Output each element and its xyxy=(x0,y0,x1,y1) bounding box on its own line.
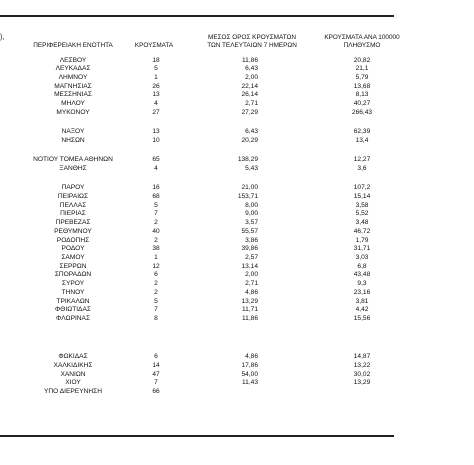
header-avg-line2: ΤΩΝ ΤΕΛΕΥΤΑΙΩΝ 7 ΗΜΕΡΩΝ xyxy=(207,42,297,49)
average-cell: 27,29 xyxy=(241,109,258,116)
region-cell: ΝΟΤΙΟΥ ΤΟΜΕΑ ΑΘΗΝΩΝ xyxy=(33,156,113,163)
cases-cell: 68 xyxy=(152,193,160,200)
region-cell: ΛΕΣΒΟΥ xyxy=(59,57,87,64)
cases-cell: 18 xyxy=(152,57,160,64)
per-100k-cell: 3,58 xyxy=(355,202,369,209)
per-100k-cell: 62,39 xyxy=(353,128,371,135)
region-cell: ΦΘΙΩΤΙΔΑΣ xyxy=(55,306,91,313)
average-cell: 11,86 xyxy=(241,57,258,64)
cases-cell: 10 xyxy=(152,137,160,144)
per-100k-cell: 21,1 xyxy=(355,65,369,72)
average-cell: 4,86 xyxy=(245,353,258,360)
table-row xyxy=(0,378,474,387)
cases-cell: 4 xyxy=(154,100,158,107)
cases-cell: 65 xyxy=(152,156,160,163)
average-cell: 8,00 xyxy=(245,202,258,209)
average-cell: 39,86 xyxy=(241,245,258,252)
header-cases: ΚΡΟΥΣΜΑΤΑ xyxy=(134,42,174,49)
region-cell: ΜΗΛΟΥ xyxy=(61,100,85,107)
per-100k-cell: 6,8 xyxy=(357,263,367,270)
table-row xyxy=(0,244,474,253)
region-cell: ΜΕΣΣΗΝΙΑΣ xyxy=(54,91,92,98)
average-cell: 55,57 xyxy=(241,228,258,235)
header-cases-per-100k xyxy=(322,34,402,50)
region-cell: ΛΗΜΝΟΥ xyxy=(58,74,88,81)
per-100k-cell: 15,56 xyxy=(353,315,371,322)
region-cell: ΣΑΜΟΥ xyxy=(61,254,85,261)
cases-cell: 5 xyxy=(154,202,158,209)
per-100k-cell: 20,82 xyxy=(353,57,371,64)
region-cell: ΞΑΝΘΗΣ xyxy=(59,165,87,172)
cases-cell: 7 xyxy=(154,210,158,217)
region-cell: ΠΕΙΡΑΙΩΣ xyxy=(57,193,89,200)
cases-cell: 7 xyxy=(154,306,158,313)
table-row xyxy=(0,127,474,136)
per-100k-cell: 3,81 xyxy=(355,298,369,305)
region-cell: ΥΠΟ ΔΙΕΡΕΥΝΗΣΗ xyxy=(44,388,102,395)
cases-cell: 38 xyxy=(152,245,160,252)
cases-cell: 5 xyxy=(154,65,158,72)
per-100k-cell: 8,13 xyxy=(355,91,369,98)
table-row xyxy=(0,192,474,201)
cases-cell: 7 xyxy=(154,379,158,386)
average-cell: 153,71 xyxy=(237,193,258,200)
average-cell: 13,14 xyxy=(241,263,258,270)
per-100k-cell: 46,72 xyxy=(353,228,371,235)
average-cell: 2,57 xyxy=(245,254,258,261)
per-100k-cell: 3,03 xyxy=(355,254,369,261)
region-cell: ΤΡΙΚΑΛΩΝ xyxy=(56,298,90,305)
per-100k-cell: 43,48 xyxy=(353,271,371,278)
region-cell: ΤΗΝΟΥ xyxy=(61,289,85,296)
average-cell: 3,57 xyxy=(245,219,258,226)
per-100k-cell: 14,87 xyxy=(353,353,371,360)
per-100k-cell: 3,48 xyxy=(355,219,369,226)
table-row xyxy=(0,279,474,288)
average-cell: 2,00 xyxy=(245,74,258,81)
average-cell: 138,29 xyxy=(237,156,258,163)
cases-cell: 4 xyxy=(154,165,158,172)
header-seven-day-average xyxy=(196,34,308,50)
cases-cell: 2 xyxy=(154,280,158,287)
region-cell: ΧΑΝΙΩΝ xyxy=(60,371,86,378)
per-100k-cell: 4,42 xyxy=(355,306,369,313)
table-row xyxy=(0,253,474,262)
table-row xyxy=(0,387,474,396)
table-row xyxy=(0,361,474,370)
per-100k-cell: 23,16 xyxy=(353,289,371,296)
header-region: ΠΕΡΙΦΕΡΕΙΑΚΗ ΕΝΟΤΗΤΑ xyxy=(33,42,113,49)
region-cell: ΦΛΩΡΙΝΑΣ xyxy=(55,315,91,322)
average-cell: 54,00 xyxy=(241,371,258,378)
average-cell: 3,86 xyxy=(245,237,258,244)
average-cell: 13,29 xyxy=(241,298,258,305)
cases-cell: 13 xyxy=(152,128,160,135)
table-row xyxy=(0,288,474,297)
table-row xyxy=(0,64,474,73)
cases-cell: 5 xyxy=(154,298,158,305)
table-row xyxy=(0,352,474,361)
per-100k-cell: 30,02 xyxy=(353,371,371,378)
average-cell: 11,43 xyxy=(241,379,258,386)
average-cell: 22,14 xyxy=(241,83,258,90)
top-rule xyxy=(0,15,394,17)
per-100k-cell: 12,27 xyxy=(353,156,371,163)
region-cell: ΠΙΕΡΙΑΣ xyxy=(60,210,86,217)
per-100k-cell: 3,6 xyxy=(357,165,367,172)
table-row xyxy=(0,183,474,192)
average-cell: 5,43 xyxy=(245,165,258,172)
table-row xyxy=(0,164,474,173)
cut-off-text: ), xyxy=(0,34,5,41)
table-row xyxy=(0,314,474,323)
region-cell: ΡΟΔΟΥ xyxy=(61,245,85,252)
cases-cell: 2 xyxy=(154,289,158,296)
cases-cell: 2 xyxy=(154,219,158,226)
per-100k-cell: 13,4 xyxy=(355,137,369,144)
table-row xyxy=(0,305,474,314)
cases-cell: 6 xyxy=(154,271,158,278)
table-row xyxy=(0,108,474,117)
table-row xyxy=(0,136,474,145)
region-cell: ΝΑΞΟΥ xyxy=(61,128,85,135)
header-per-line2: ΠΛΗΘΥΣΜΟ xyxy=(343,42,381,49)
per-100k-cell: 13,22 xyxy=(353,362,371,369)
per-100k-cell: 31,71 xyxy=(353,245,371,252)
per-100k-cell: 266,43 xyxy=(351,109,373,116)
per-100k-cell: 5,52 xyxy=(355,210,369,217)
region-cell: ΝΗΣΩΝ xyxy=(61,137,85,144)
cases-cell: 1 xyxy=(154,74,158,81)
region-cell: ΧΙΟΥ xyxy=(65,379,81,386)
cases-cell: 13 xyxy=(152,91,160,98)
per-100k-cell: 13,29 xyxy=(353,379,371,386)
per-100k-cell: 107,2 xyxy=(353,184,371,191)
average-cell: 17,86 xyxy=(241,362,258,369)
cases-cell: 16 xyxy=(152,184,160,191)
cases-cell: 8 xyxy=(154,315,158,322)
region-cell: ΣΠΟΡΑΔΩΝ xyxy=(54,271,92,278)
per-100k-cell: 40,27 xyxy=(353,100,371,107)
cases-cell: 66 xyxy=(152,388,160,395)
region-cell: ΦΩΚΙΔΑΣ xyxy=(58,353,88,360)
table-row xyxy=(0,227,474,236)
average-cell: 2,71 xyxy=(245,100,258,107)
per-100k-cell: 5,79 xyxy=(355,74,369,81)
region-cell: ΧΑΛΚΙΔΙΚΗΣ xyxy=(53,362,93,369)
region-cell: ΜΥΚΟΝΟΥ xyxy=(56,109,90,116)
average-cell: 11,86 xyxy=(241,315,258,322)
region-cell: ΠΡΕΒΕΖΑΣ xyxy=(55,219,91,226)
average-cell: 26,14 xyxy=(241,91,258,98)
average-cell: 6,43 xyxy=(245,128,258,135)
table-row xyxy=(0,209,474,218)
cases-cell: 14 xyxy=(152,362,160,369)
cases-cell: 2 xyxy=(154,237,158,244)
cases-cell: 12 xyxy=(152,263,160,270)
per-100k-cell: 15,14 xyxy=(353,193,371,200)
region-cell: ΣΕΡΡΩΝ xyxy=(59,263,87,270)
per-100k-cell: 1,79 xyxy=(355,237,369,244)
per-100k-cell: 9,3 xyxy=(357,280,367,287)
region-cell: ΛΕΥΚΑΔΑΣ xyxy=(55,65,91,72)
table-row xyxy=(0,270,474,279)
cases-cell: 26 xyxy=(152,83,160,90)
region-cell: ΜΑΓΝΗΣΙΑΣ xyxy=(54,83,92,90)
table-row xyxy=(0,90,474,99)
bottom-rule xyxy=(0,435,394,437)
region-cell: ΡΕΘΥΜΝΟΥ xyxy=(54,228,92,235)
cases-cell: 47 xyxy=(152,371,160,378)
average-cell: 4,86 xyxy=(245,289,258,296)
region-cell: ΡΟΔΟΠΗΣ xyxy=(56,237,90,244)
cases-cell: 1 xyxy=(154,254,158,261)
header-avg-line1: ΜΕΣΟΣ ΟΡΟΣ ΚΡΟΥΣΜΑΤΩΝ xyxy=(208,34,296,41)
region-cell: ΣΥΡΟΥ xyxy=(61,280,85,287)
cases-cell: 6 xyxy=(154,353,158,360)
average-cell: 20,29 xyxy=(241,137,258,144)
average-cell: 2,00 xyxy=(245,271,258,278)
average-cell: 11,71 xyxy=(241,306,258,313)
region-cell: ΠΑΡΟΥ xyxy=(61,184,85,191)
cases-cell: 40 xyxy=(152,228,160,235)
average-cell: 21,00 xyxy=(241,184,258,191)
table-row xyxy=(0,218,474,227)
average-cell: 2,71 xyxy=(245,280,258,287)
header-per-line1: ΚΡΟΥΣΜΑΤΑ ΑΝΑ 100000 xyxy=(324,34,400,41)
table-row xyxy=(0,155,474,164)
region-cell: ΠΕΛΛΑΣ xyxy=(59,202,87,209)
average-cell: 6,43 xyxy=(245,65,258,72)
table-row xyxy=(0,99,474,108)
cases-cell: 27 xyxy=(152,109,160,116)
per-100k-cell: 13,68 xyxy=(353,83,371,90)
table-row xyxy=(0,73,474,82)
average-cell: 9,00 xyxy=(245,210,258,217)
